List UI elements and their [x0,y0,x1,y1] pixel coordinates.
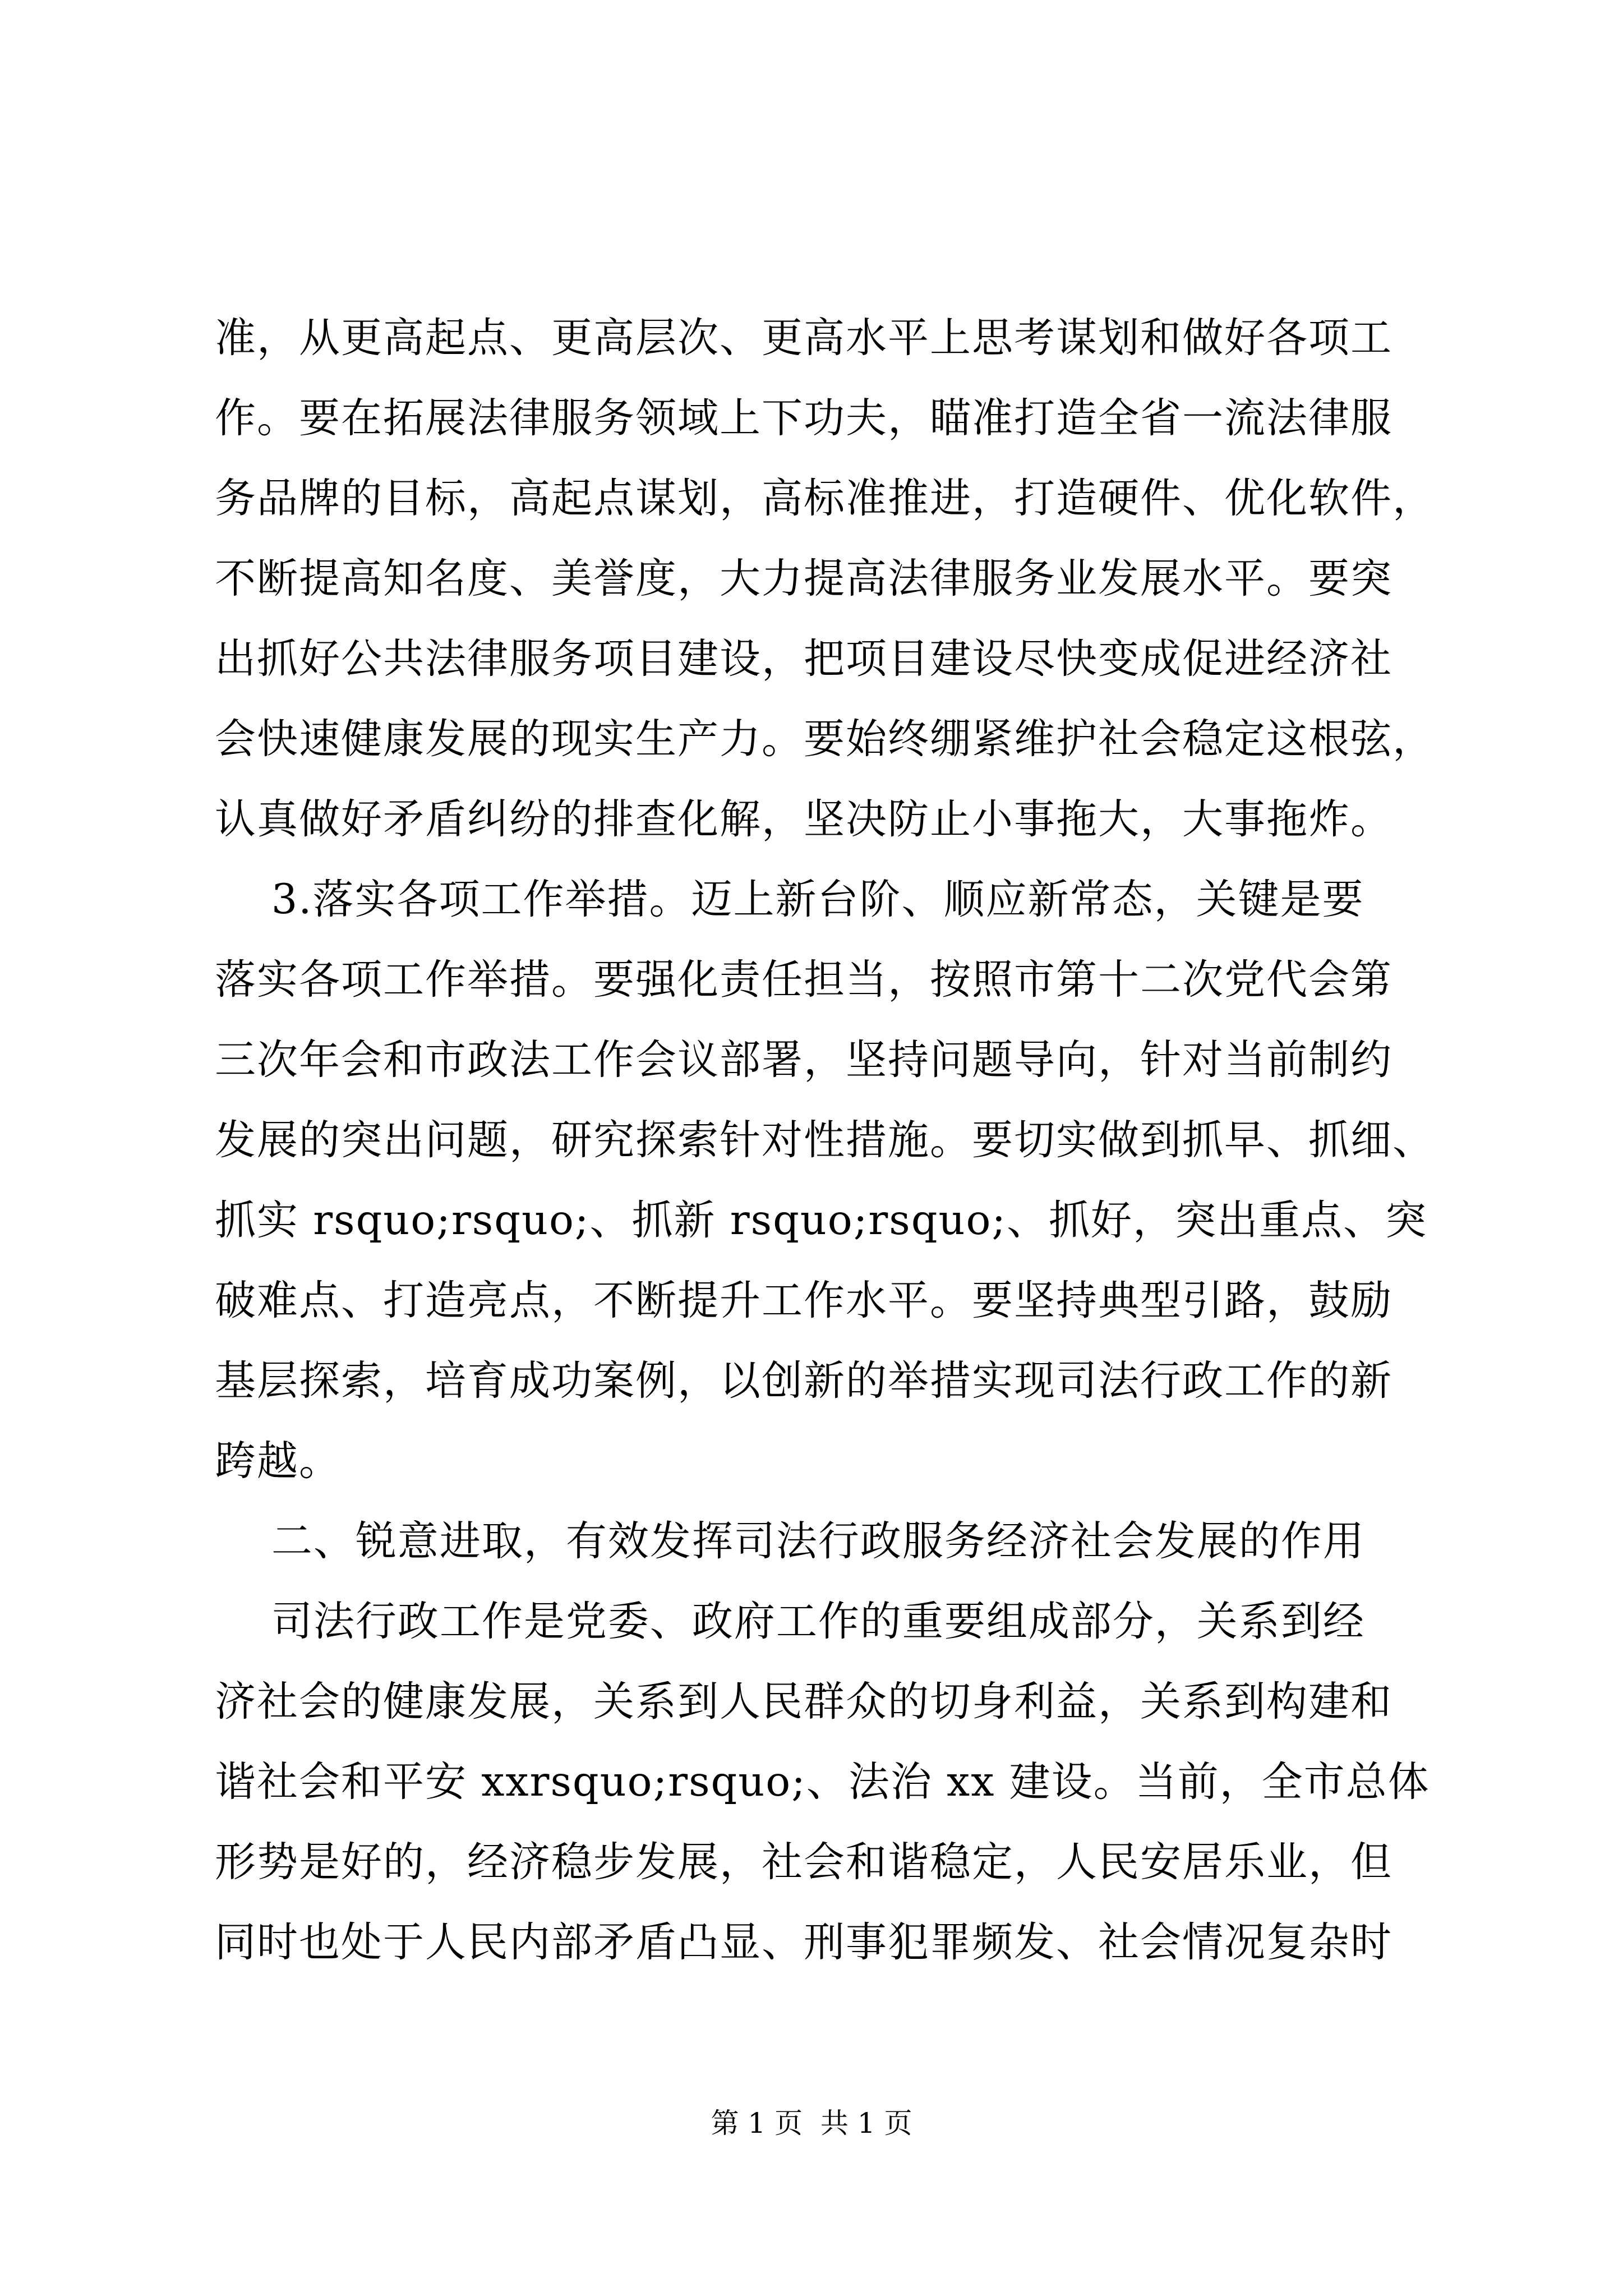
text-line: 抓实 rsquo;rsquo;、抓新 rsquo;rsquo;、抓好，突出重点、突 [215,1197,1428,1244]
text-line: 会快速健康发展的现实生产力。要始终绷紧维护社会稳定这根弦， [215,715,1435,763]
text-line: 基层探索，培育成功案例，以创新的举措实现司法行政工作的新 [215,1357,1393,1405]
text-line: 司法行政工作是党委、政府工作的重要组成部分，关系到经 [215,1598,1365,1645]
text-line: 作。要在拓展法律服务领域上下功夫，瞄准打造全省一流法律服 [215,394,1393,442]
document-body [215,298,1435,1982]
text-line: 同时也处于人民内部矛盾凸显、刑事犯罪频发、社会情况复杂时 [215,1918,1393,1966]
text-line: 破难点、打造亮点，不断提升工作水平。要坚持典型引路，鼓励 [215,1277,1393,1324]
text-line: 认真做好矛盾纠纷的排查化解，坚决防止小事拖大，大事拖炸。 [215,795,1393,843]
text-line: 三次年会和市政法工作会议部署，坚持问题导向，针对当前制约 [215,1036,1393,1084]
text-line: 不断提高知名度、美誉度，大力提高法律服务业发展水平。要突 [215,555,1393,602]
text-line: 济社会的健康发展，关系到人民群众的切身利益，关系到构建和 [215,1678,1393,1726]
text-line: 落实各项工作举措。要强化责任担当，按照市第十二次党代会第 [215,956,1393,1004]
text-line: 跨越。 [215,1437,341,1485]
text-line: 务品牌的目标，高起点谋划，高标准推进，打造硬件、优化软件， [215,475,1435,522]
text-line: 形势是好的，经济稳步发展，社会和谐稳定，人民安居乐业，但 [215,1838,1393,1886]
page-number-label: 第 1 页 共 1 页 [711,2107,912,2139]
section-heading: 二、锐意进取，有效发挥司法行政服务经济社会发展的作用 [215,1517,1365,1565]
text-line: 3.落实各项工作举措。迈上新台阶、顺应新常态，关键是要 [215,876,1364,923]
text-line: 准，从更高起点、更高层次、更高水平上思考谋划和做好各项工 [215,314,1393,362]
text-line: 发展的突出问题，研究探索针对性措施。要切实做到抓早、抓细、 [215,1116,1435,1164]
text-line: 谐社会和平安 xxrsquo;rsquo;、法治 xx 建设。当前，全市总体 [215,1758,1430,1806]
page-footer [0,2101,1623,2146]
text-line: 出抓好公共法律服务项目建设，把项目建设尽快变成促进经济社 [215,635,1393,683]
